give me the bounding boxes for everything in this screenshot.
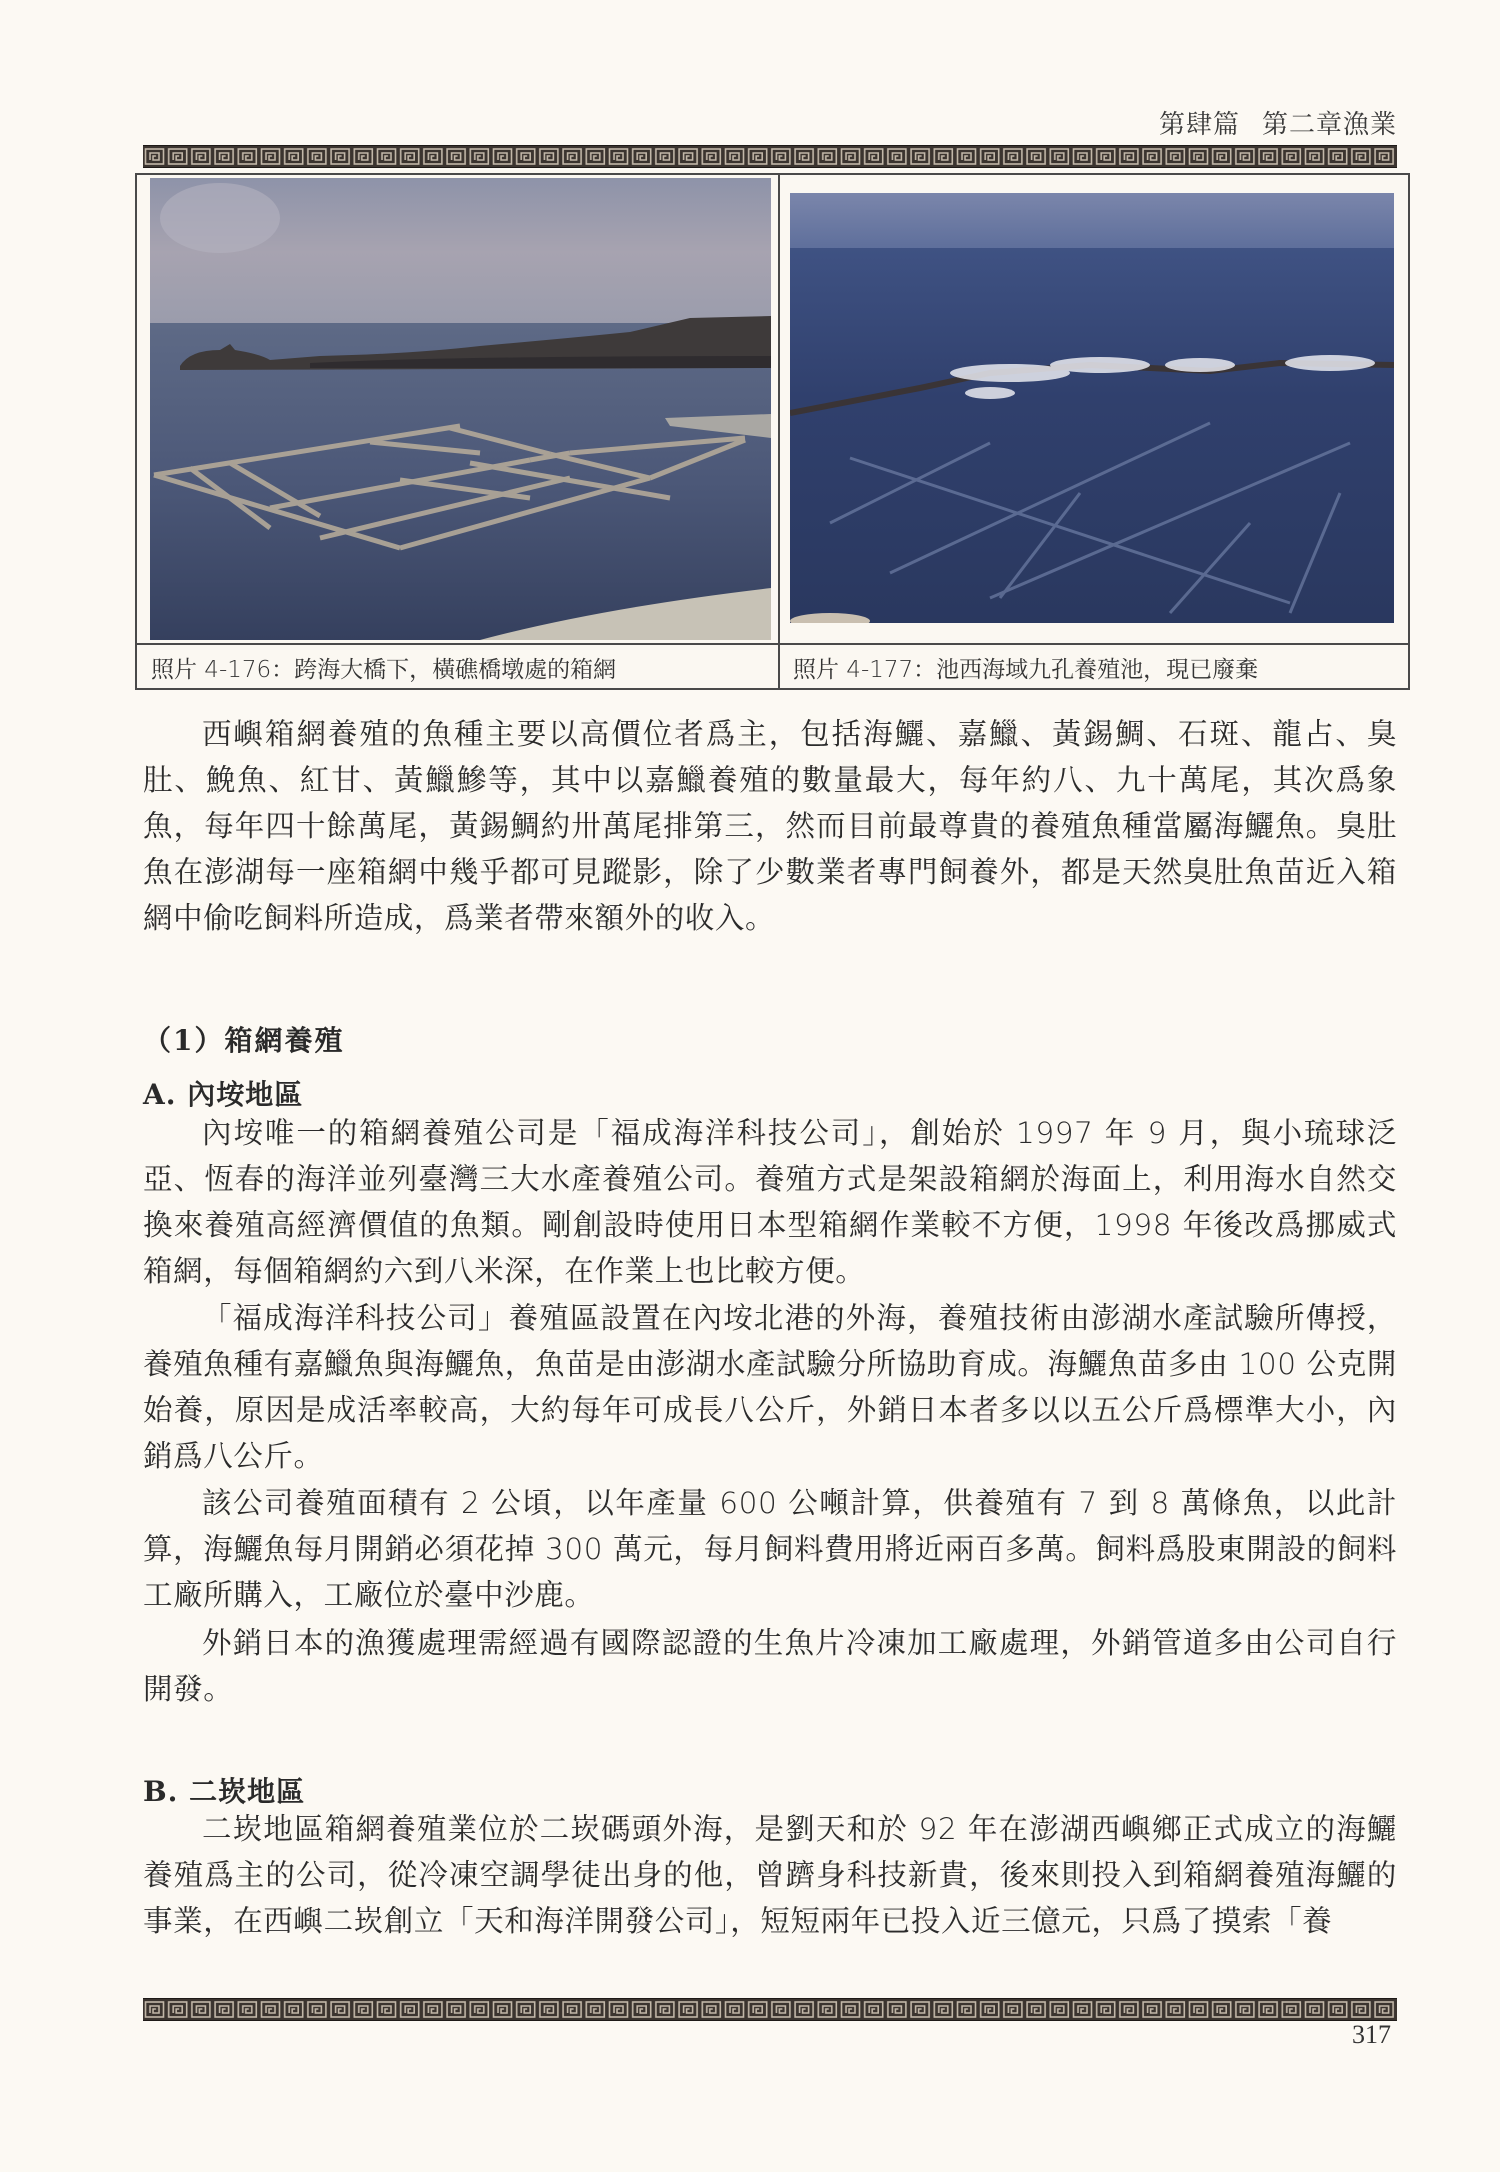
page-number: 317 <box>1352 2020 1391 2049</box>
running-head <box>1159 104 1397 141</box>
subsection-heading-a: A. 內垵地區 <box>143 1078 304 1111</box>
paragraph-a-4: 外銷日本的漁獲處理需經過有國際認證的生魚片冷凍加工廠處理，外銷管道多由公司自行開發。 <box>143 1626 1397 1706</box>
bottom-meander-border <box>143 1998 1397 2021</box>
paragraph-a-1: 內垵唯一的箱網養殖公司是「福成海洋科技公司」，創始於 1997 年 9 月，與小琉球泛亞、恆春的海洋並列臺灣三大水產養殖公司。養殖方式是架設箱網於海面上，利用海水自然交換來養殖高經濟價值的魚類。剛創設時使用日本型箱網作業較不方便，1998 年後改爲挪威式箱網，每個箱網約六到八米深，在作業上也比較方便。 <box>143 1116 1397 1288</box>
photo-fish-cages-under-bridge <box>150 178 771 640</box>
subsection-heading-b: B. 二崁地區 <box>143 1775 306 1808</box>
top-meander-border <box>143 145 1397 168</box>
photo-table <box>135 173 1410 690</box>
photo-caption-4-177: 照片 4-177：池西海域九孔養殖池，現已廢棄 <box>793 657 1259 683</box>
paragraph-a-2: 「福成海洋科技公司」養殖區設置在內垵北港的外海，養殖技術由澎湖水產試驗所傳授，養殖魚種有嘉鱲魚與海鱺魚，魚苗是由澎湖水產試驗分所協助育成。海鱺魚苗多由 100 公克開始養，原因是成活率較高，大約每年可成長八公斤，外銷日本者多以以五公斤爲標準大小，內銷爲八公斤。 <box>143 1301 1397 1473</box>
paragraph-a-3: 該公司養殖面積有 2 公頃，以年產量 600 公噸計算，供養殖有 7 到 8 萬條魚，以此計算，海鱺魚每月開銷必須花掉 300 萬元，每月飼料費用將近兩百多萬。飼料爲股東開設的飼料工廠所購入，工廠位於臺中沙鹿。 <box>143 1486 1397 1612</box>
photo-abandoned-abalone-ponds <box>790 193 1394 623</box>
photo-caption-4-176: 照片 4-176：跨海大橋下，橫礁橋墩處的箱網 <box>151 657 617 683</box>
paragraph-b-1: 二崁地區箱網養殖業位於二崁碼頭外海，是劉天和於 92 年在澎湖西嶼鄉正式成立的海鱺養殖爲主的公司，從冷凍空調學徒出身的他，曾躋身科技新貴，後來則投入到箱網養殖海鱺的事業，在西嶼二崁創立「天和海洋開發公司」，短短兩年已投入近三億元，只爲了摸索「養 <box>143 1812 1397 1938</box>
running-head-part: 第肆篇 <box>1158 110 1240 140</box>
intro-paragraph: 西嶼箱網養殖的魚種主要以高價位者爲主，包括海鱺、嘉鱲、黃錫鯛、石斑、龍占、臭肚、鮸魚、紅甘、黃鱲鰺等，其中以嘉鱲養殖的數量最大，每年約八、九十萬尾，其次爲象魚，每年四十餘萬尾，黃錫鯛約卅萬尾排第三，然而目前最尊貴的養殖魚種當屬海鱺魚。臭肚魚在澎湖每一座箱網中幾乎都可見蹤影，除了少數業者專門飼養外，都是天然臭肚魚苗近入箱網中偷吃飼料所造成，爲業者帶來額外的收入。 <box>143 717 1397 935</box>
section-heading: （1）箱網養殖 <box>143 1024 345 1057</box>
caption-divider <box>137 643 1408 645</box>
greek-key-pattern <box>143 1999 1397 2020</box>
running-head-chapter: 第二章漁業 <box>1261 110 1397 140</box>
photo-divider <box>778 175 780 688</box>
greek-key-pattern <box>143 146 1397 167</box>
